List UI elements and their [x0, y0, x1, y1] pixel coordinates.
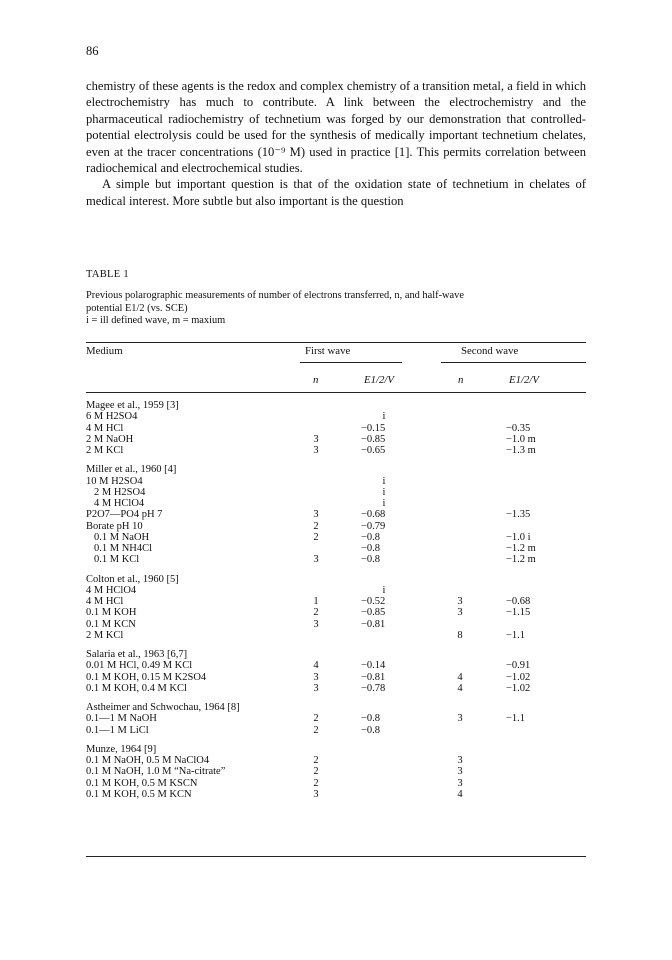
caption-line-3: i = ill defined wave, m = maxium	[86, 315, 226, 327]
cell-e-second: −1.2 m	[506, 543, 536, 554]
cell-e-first: −0.8	[361, 531, 381, 543]
cell-n-second: 4	[457, 671, 463, 683]
table-row	[86, 476, 586, 487]
table-row	[86, 498, 586, 509]
cell-e-second: −1.02	[506, 671, 531, 683]
header-n-first: n	[313, 374, 319, 386]
cell-n-first: 3	[313, 433, 319, 445]
cell-e-first: −0.85	[361, 607, 386, 619]
table-row	[86, 487, 586, 498]
cell-medium: 4 M HCl	[86, 596, 124, 607]
cell-medium: 0.1 M KOH, 0.15 M K2SO4	[86, 671, 207, 683]
body-text	[86, 78, 586, 209]
header-e-first: E1/2/V	[364, 374, 394, 386]
table-row	[86, 713, 586, 724]
cell-e-second: −1.0 i	[506, 531, 531, 543]
table-row	[86, 509, 586, 520]
cell-e-second: −0.91	[506, 660, 531, 672]
table-row	[86, 766, 586, 777]
cell-n-first: 2	[313, 766, 319, 778]
caption-line-2: potential E1/2 (vs. SCE)	[86, 302, 188, 314]
cell-e-first: i	[382, 584, 386, 596]
table-row	[86, 660, 586, 671]
cell-n-first: 2	[313, 531, 319, 543]
cell-n-second: 8	[457, 629, 463, 641]
cell-n-first: 3	[313, 509, 319, 521]
cell-n-first: 2	[313, 713, 319, 725]
cell-medium: 0.1—1 M LiCl	[86, 724, 149, 736]
cell-e-first: −0.52	[361, 596, 386, 607]
cell-e-second: −0.35	[506, 422, 531, 434]
cell-medium: Magee et al., 1959 [3]	[86, 400, 179, 411]
paragraph-1: chemistry of these agents is the redox and complex chemistry of a transition metal, a field in which electrochemistry has much to contribute. A link between the electrochemistry and the pharmaceutical radiochemistry of technetium was forged by our demonstration that controlled-potential electrolysis could be used for the synthesis of medically important technetium chelates, even at the tracer concentrations (10⁻⁹ M) used in practice [1]. This permits correlation between radiochemical and electrochemical studies.	[86, 79, 586, 176]
cell-e-second: −1.02	[506, 682, 531, 694]
cell-e-first: −0.8	[361, 543, 381, 554]
cell-e-second: −0.68	[506, 596, 531, 607]
cell-n-first: 3	[313, 788, 319, 800]
cell-e-first: i	[382, 498, 386, 509]
table-row	[86, 554, 586, 565]
cell-medium: 4 M HCl	[86, 422, 124, 434]
table-row	[86, 521, 586, 532]
table-row	[86, 630, 586, 641]
cell-e-first: −0.85	[361, 433, 386, 445]
cell-e-second: −1.15	[506, 607, 531, 619]
cell-e-first: −0.79	[361, 520, 386, 532]
table-row	[86, 725, 586, 736]
first-wave-rule	[300, 362, 402, 363]
cell-medium: 2 M H2SO4	[94, 486, 146, 498]
header-bottom-rule	[86, 392, 586, 393]
cell-medium: 2 M NaOH	[86, 433, 134, 445]
table-row	[86, 672, 586, 683]
second-wave-rule	[441, 362, 586, 363]
cell-medium: 0.1 M KCN	[86, 618, 136, 630]
table-row	[86, 543, 586, 554]
cell-medium: 2 M KCl	[86, 629, 124, 641]
cell-n-first: 2	[313, 520, 319, 532]
cell-medium: 0.1 M NaOH, 0.5 M NaClO4	[86, 755, 210, 766]
cell-n-second: 3	[457, 766, 463, 778]
cell-e-second: −1.2 m	[506, 554, 536, 566]
cell-e-first: −0.65	[361, 445, 386, 456]
table-row	[86, 683, 586, 694]
table-row	[86, 619, 586, 630]
cell-e-first: −0.81	[361, 618, 386, 630]
paragraph-2: A simple but important question is that of the oxidation state of technetium in chelates of medical interest. More subtle but also important is the question	[86, 177, 586, 208]
page-number: 86	[86, 44, 99, 58]
table-caption	[86, 269, 586, 328]
cell-n-first: 2	[313, 607, 319, 619]
cell-e-first: i	[382, 486, 386, 498]
cell-e-second: −1.35	[506, 509, 531, 521]
table-row	[86, 464, 586, 475]
cell-medium: 0.1 M NaOH, 1.0 M “Na-citrate”	[86, 766, 226, 778]
cell-n-first: 2	[313, 724, 319, 736]
cell-n-second: 3	[457, 755, 463, 766]
cell-n-first: 2	[313, 777, 319, 789]
cell-n-first: 3	[313, 445, 319, 456]
cell-medium: Munze, 1964 [9]	[86, 743, 157, 755]
cell-e-first: −0.68	[361, 509, 386, 521]
cell-medium: 4 M HClO4	[94, 498, 145, 509]
cell-n-second: 3	[457, 596, 463, 607]
header-second-wave: Second wave	[461, 345, 519, 357]
table-row	[86, 778, 586, 789]
cell-e-first: −0.15	[361, 422, 386, 434]
cell-medium: P2O7—PO4 pH 7	[86, 509, 163, 521]
table-row	[86, 789, 586, 800]
cell-medium: 0.1 M KOH, 0.5 M KCN	[86, 788, 192, 800]
cell-e-first: −0.8	[361, 554, 381, 566]
cell-n-first: 3	[313, 682, 319, 694]
cell-n-first: 3	[313, 554, 319, 566]
cell-medium: 0.1 M NH4Cl	[94, 543, 153, 554]
cell-n-second: 3	[457, 777, 463, 789]
cell-n-first: 4	[313, 660, 319, 672]
cell-e-first: −0.81	[361, 671, 386, 683]
cell-medium: Astheimer and Schwochau, 1964 [8]	[86, 702, 240, 713]
cell-medium: 0.1 M KOH	[86, 607, 137, 619]
cell-e-second: −1.0 m	[506, 433, 536, 445]
cell-n-first: 1	[313, 596, 319, 607]
cell-e-second: −1.3 m	[506, 445, 536, 456]
cell-n-first: 2	[313, 755, 319, 766]
cell-medium: 6 M H2SO4	[86, 411, 138, 423]
cell-n-first: 3	[313, 671, 319, 683]
cell-medium: 0.1—1 M NaOH	[86, 713, 157, 725]
cell-medium: Salaria et al., 1963 [6,7]	[86, 649, 188, 660]
cell-medium: 0.1 M KOH, 0.4 M KCl	[86, 682, 187, 694]
cell-medium: Borate pH 10	[86, 520, 143, 532]
table-row	[86, 585, 586, 596]
table-row	[86, 532, 586, 543]
cell-medium: 0.01 M HCl, 0.49 M KCl	[86, 660, 193, 672]
cell-medium: Colton et al., 1960 [5]	[86, 573, 179, 585]
table-row	[86, 400, 586, 411]
table-row	[86, 607, 586, 618]
table-row	[86, 574, 586, 585]
table-row	[86, 423, 586, 434]
table-row	[86, 411, 586, 422]
cell-e-first: i	[382, 475, 386, 487]
cell-n-second: 3	[457, 607, 463, 619]
cell-medium: Miller et al., 1960 [4]	[86, 464, 177, 476]
table-row	[86, 755, 586, 766]
cell-e-first: −0.14	[361, 660, 386, 672]
header-n-second: n	[458, 374, 464, 386]
table-row	[86, 702, 586, 713]
cell-n-second: 4	[457, 682, 463, 694]
cell-medium: 0.1 M NaOH	[94, 531, 150, 543]
cell-e-first: −0.8	[361, 724, 381, 736]
cell-medium: 0.1 M KOH, 0.5 M KSCN	[86, 777, 198, 789]
table-label: TABLE 1	[86, 269, 129, 280]
header-e-second: E1/2/V	[509, 374, 539, 386]
header-first-wave: First wave	[305, 345, 351, 357]
cell-medium: 4 M HClO4	[86, 584, 137, 596]
table-body	[86, 400, 586, 800]
cell-medium: 0.1 M KCl	[94, 554, 140, 566]
cell-e-first: i	[382, 411, 386, 423]
cell-e-second: −1.1	[506, 629, 526, 641]
table-row	[86, 596, 586, 607]
cell-n-second: 4	[457, 788, 463, 800]
table-row	[86, 434, 586, 445]
cell-n-second: 3	[457, 713, 463, 725]
cell-e-first: −0.78	[361, 682, 386, 694]
cell-e-first: −0.8	[361, 713, 381, 725]
table-bottom-rule	[86, 856, 586, 857]
cell-n-first: 3	[313, 618, 319, 630]
table-row	[86, 744, 586, 755]
header-medium: Medium	[86, 345, 123, 357]
table-row	[86, 649, 586, 660]
table-top-rule	[86, 342, 586, 343]
caption-line-1: Previous polarographic measurements of number of electrons transferred, n, and half-wave	[86, 290, 464, 302]
table-row	[86, 445, 586, 456]
cell-e-second: −1.1	[506, 713, 526, 725]
cell-medium: 2 M KCl	[86, 445, 124, 456]
cell-medium: 10 M H2SO4	[86, 475, 143, 487]
